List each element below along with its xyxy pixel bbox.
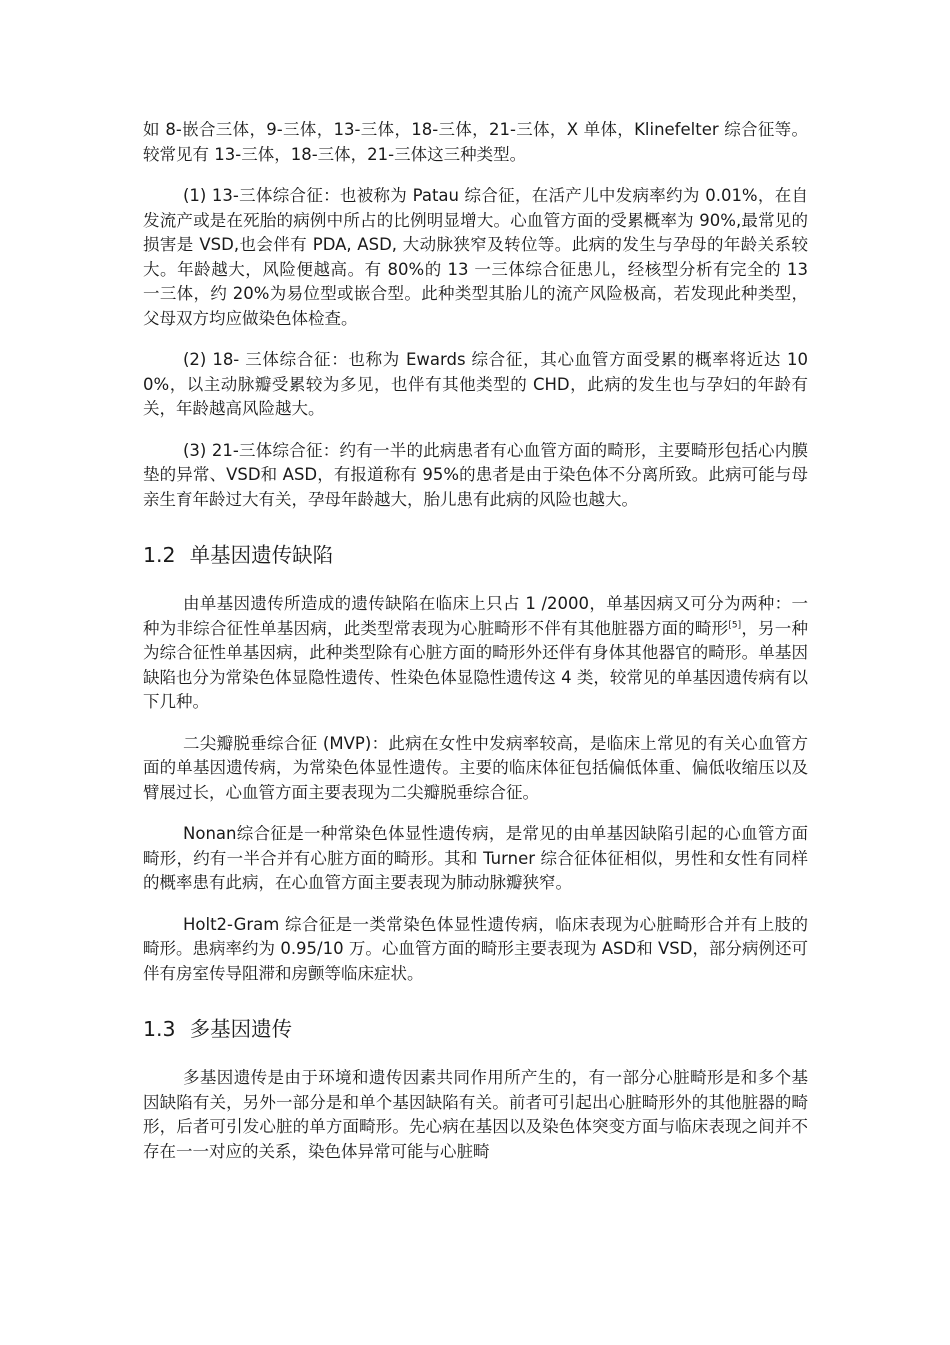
paragraph-trisomy-13: (1) 13-三体综合征：也被称为 Patau 综合征，在活产儿中发病率约为 0.01%，在自发流产或是在死胎的病例中所占的比例明显增大。心血管方面的受累概率为 90%,最常见的损害是 VSD,也会伴有 PDA, ASD, 大动脉狭窄及转位等。此病的发生与孕母的年龄关系较大。年龄越大，风险便越高。有 80%的 13 一三体综合征患儿，经核型分析有完全的 13 一三体，约 20%为易位型或嵌合型。此种类型其胎儿的流产风险极高，若发现此种类型，父母双方均应做染色体检查。 [143,186,808,328]
paragraph-trisomy-21: (3) 21-三体综合征：约有一半的此病患者有心血管方面的畸形，主要畸形包括心内膜垫的异常、VSD和 ASD，有报道称有 95%的患者是由于染色体不分离所致。此病可能与母亲生育年龄过大有关，孕母年龄越大，胎儿患有此病的风险也越大。 [143,440,808,509]
section-number: 1.2 [143,543,176,567]
paragraph-mvp: 二尖瓣脱垂综合征 (MVP)：此病在女性中发病率较高，是临床上常见的有关心血管方面的单基因遗传病，为常染色体显性遗传。主要的临床体征包括偏低体重、偏低收缩压以及臂展过长，心血管方面主要表现为二尖瓣脱垂综合征。 [143,733,808,802]
section-title: 单基因遗传缺陷 [189,543,334,567]
section-number: 1.3 [143,1017,176,1041]
paragraph-holt-gram: Holt2-Gram 综合征是一类常染色体显性遗传病，临床表现为心脏畸形合并有上肢的畸形。患病率约为 0.95/10 万。心血管方面的畸形主要表现为 ASD和 VSD，部分病例还可伴有房室传导阻滞和房颤等临床症状。 [143,914,808,983]
paragraph-intro: 如 8-嵌合三体，9-三体，13-三体，18-三体，21-三体，X 单体，Klinefelter 综合征等。较常见有 13-三体，18-三体，21-三体这三种类型。 [143,120,808,164]
section-heading-1-2 [143,542,808,568]
paragraph-text: 由单基因遗传所造成的遗传缺陷在临床上只占 1 /2000，单基因病又可分为两种：一种为非综合征性单基因病，此类型常表现为心脏畸形不伴有其他脏器方面的畸形 [143,594,808,638]
paragraph-text-cont: ，另一种为综合征性单基因病，此种类型除有心脏方面的畸形外还伴有身体其他器官的畸形。单基因缺陷也分为常染色体显隐性遗传、性染色体显隐性遗传这 4 类，较常见的单基因遗传病有以下几种。 [143,618,809,711]
paragraph-polygenic: 多基因遗传是由于环境和遗传因素共同作用所产生的，有一部分心脏畸形是和多个基因缺陷有关，另外一部分是和单个基因缺陷有关。前者可引起出心脏畸形外的其他脏器的畸形，后者可引发心脏的单方面畸形。先心病在基因以及染色体突变方面与临床表现之间并不存在一一对应的关系，染色体异常可能与心脏畸 [143,1068,808,1161]
paragraph-trisomy-18: (2) 18- 三体综合征：也称为 Ewards 综合征，其心血管方面受累的概率将近达 100%，以主动脉瓣受累较为多见，也伴有其他类型的 CHD，此病的发生也与孕妇的年龄有关，年龄越高风险越大。 [143,350,808,418]
paragraph-nonan: Nonan综合征是一种常染色体显性遗传病，是常见的由单基因缺陷引起的心血管方面畸形，约有一半合并有心脏方面的畸形。其和 Turner 综合征体征相似，男性和女性有同样的概率患有此病，在心血管方面主要表现为肺动脉瓣狭窄。 [143,824,808,892]
citation-ref: [5] [728,620,742,630]
document-page [143,118,808,1181]
paragraph-single-gene [143,592,808,715]
section-heading-1-3 [143,1016,808,1042]
section-title: 多基因遗传 [189,1017,293,1041]
